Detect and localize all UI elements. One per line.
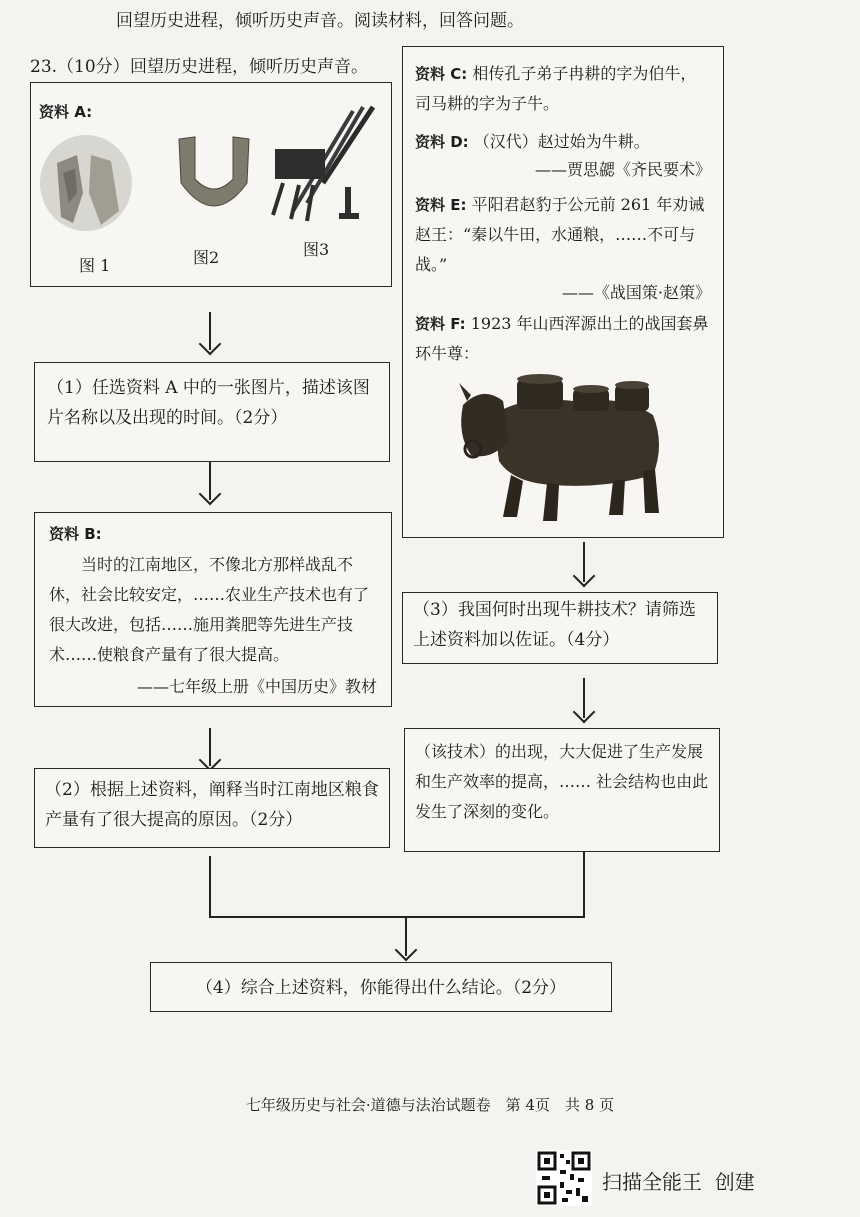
material-b-source: ——七年级上册《中国历史》教材 xyxy=(136,677,377,696)
connector-left xyxy=(209,856,211,918)
tech-impact-box xyxy=(404,728,720,852)
material-b-label: 资料 B: xyxy=(49,525,102,543)
material-a-box xyxy=(30,82,392,287)
material-f-label: 资料 F: xyxy=(415,315,466,333)
question-3-box xyxy=(402,592,718,664)
material-d-label: 资料 D: xyxy=(415,133,469,151)
qr-code-icon xyxy=(536,1150,592,1206)
arrow-b-to-q2 xyxy=(200,728,220,768)
material-b-text: 当时的江南地区，不像北方那样战乱不休，社会比较安定，……农业生产技术也有了很大改进，包括……施用粪肥等先进生产技术……使粮食产量有了很大提高。 xyxy=(49,555,370,664)
tech-impact-text: （该技术）的出现，大大促进了生产发展和生产效率的提高，…… 社会结构也由此发生了深刻的变化。 xyxy=(415,742,709,821)
material-e-source: ——《战国策·赵策》 xyxy=(561,283,711,302)
question-2-box xyxy=(34,768,390,848)
arrow-cdef-to-q3 xyxy=(574,542,594,586)
scanner-watermark: 扫描全能王 创建 xyxy=(602,1170,755,1194)
material-c-label: 资料 C: xyxy=(415,65,468,83)
question-4-text: （4）综合上述资料，你能得出什么结论。（2分） xyxy=(195,978,567,998)
material-e-label: 资料 E: xyxy=(415,196,467,214)
material-c-text: 相传孔子弟子冉耕的字为伯牛，司马耕的字为子牛。 xyxy=(415,64,697,113)
question-number: 23.（10分） xyxy=(30,57,130,77)
figure-3-caption: 图3 xyxy=(303,240,330,259)
material-b-box xyxy=(34,512,392,707)
question-3-text: （3）我国何时出现牛耕技术？请筛选上述资料加以佐证。（4分） xyxy=(413,600,696,650)
arrow-a-to-q1 xyxy=(200,312,220,352)
arrow-q3-to-tech xyxy=(574,678,594,722)
question-4-box xyxy=(150,962,612,1012)
question-intro-first-line: 回望历史进程，倾听历史声音。 xyxy=(130,57,368,77)
arrow-q1-to-b xyxy=(200,462,220,502)
question-1-box xyxy=(34,362,390,462)
question-1-text: （1）任选资料 A 中的一张图片，描述该图片名称以及出现的时间。（2分） xyxy=(47,378,370,428)
material-e-text: 平阳君赵豹于公元前 261 年劝诫赵王：“秦以牛田，水通粮，……不可与战。” xyxy=(415,195,705,274)
material-d-source: ——贾思勰《齐民要术》 xyxy=(534,160,711,179)
connector-right xyxy=(583,852,585,918)
figure-1-caption: 图 1 xyxy=(79,256,111,275)
u-shaped-hoe-icon xyxy=(169,133,259,223)
bronze-ox-zun-icon xyxy=(453,365,673,525)
page-footer: 七年级历史与社会·道德与法治试题卷 第 4页 共 8 页 xyxy=(245,1096,615,1114)
materials-cdef-box xyxy=(402,46,724,538)
question-intro: 回望历史进程，倾听历史声音。阅读材料，回答问题。 xyxy=(116,11,524,31)
material-f-text: 1923 年山西浑源出土的战国套鼻环牛尊： xyxy=(415,314,709,363)
material-a-label: 资料 A: xyxy=(39,103,93,121)
arrow-to-q4 xyxy=(396,916,416,960)
material-d-text: （汉代）赵过始为牛耕。 xyxy=(473,132,650,151)
plow-model-icon xyxy=(263,103,383,233)
question-2-text: （2）根据上述资料，阐释当时江南地区粮食产量有了很大提高的原因。（2分） xyxy=(45,780,379,830)
iron-plow-share-icon xyxy=(39,133,134,233)
figure-2-caption: 图2 xyxy=(193,248,220,267)
